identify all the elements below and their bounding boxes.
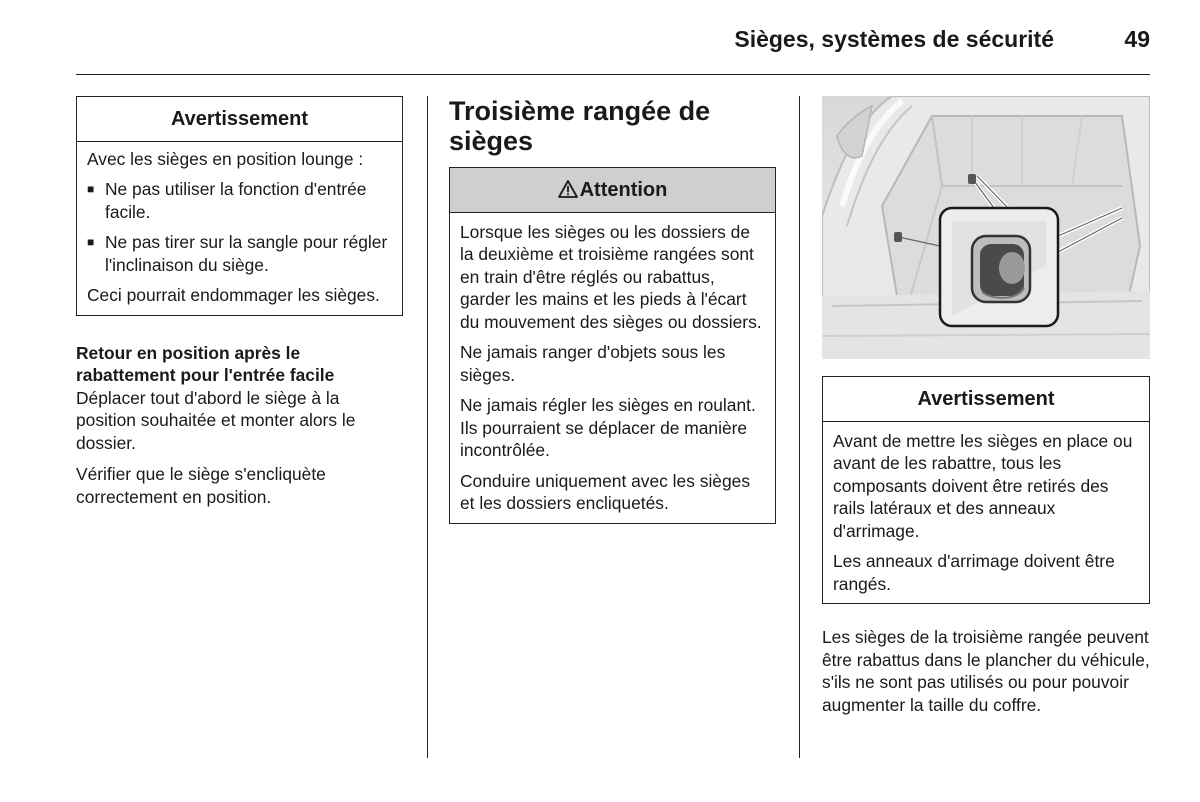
warning-box-left bbox=[76, 96, 403, 316]
attention-box bbox=[449, 167, 776, 524]
cargo-area-illustration bbox=[822, 96, 1150, 359]
warning-box-title: Avertissement bbox=[823, 377, 1149, 422]
warning-box-body bbox=[823, 422, 1149, 604]
paragraph: Vérifier que le siège s'encliquète correctement en position. bbox=[76, 464, 326, 507]
paragraph: Déplacer tout d'abord le siège à la position souhaitée et monter alors le dossier. bbox=[76, 387, 356, 453]
paragraph: Ne jamais ranger d'objets sous les sièges. bbox=[460, 342, 726, 385]
bullet-square-icon: ■ bbox=[87, 182, 95, 196]
page-header-title: Sièges, systèmes de sécurité bbox=[734, 26, 1054, 52]
attention-box-body bbox=[450, 213, 775, 523]
column-divider-right bbox=[799, 96, 800, 758]
paragraph: Conduire uniquement avec les sièges et les dossiers encliquetés. bbox=[460, 470, 751, 513]
list-item-text: Ne pas utiliser la fonction d'entrée facile. bbox=[105, 179, 367, 222]
warning-box-right bbox=[822, 376, 1150, 604]
middle-column bbox=[449, 96, 776, 524]
warning-closing: Ceci pourrait endommager les sièges. bbox=[87, 285, 380, 305]
paragraph: Avant de mettre les sièges en place ou avant de les rabattre, tous les composants doivent être retirés des rails latéraux et des anneaux d'arrimage. bbox=[833, 430, 1133, 541]
subheading: Retour en position après le rabattement pour l'entrée facile bbox=[76, 342, 335, 385]
cargo-area-drawing bbox=[822, 96, 1150, 359]
paragraph: Les sièges de la troisième rangée peuvent être rabattus dans le plancher du véhicule, s'ils ne sont pas utilisés ou pour pouvoir augmenter la taille du coffre. bbox=[822, 627, 1150, 715]
left-column bbox=[76, 96, 403, 517]
attention-box-header bbox=[450, 168, 775, 213]
paragraph: Les anneaux d'arrimage doivent être rangés. bbox=[833, 551, 1115, 594]
paragraph: Ne jamais régler les sièges en roulant. Ils pourraient se déplacer de manière incontrôlée. bbox=[460, 395, 756, 460]
warning-triangle-icon bbox=[558, 179, 578, 202]
bullet-square-icon: ■ bbox=[87, 235, 95, 249]
attention-box-title: Attention bbox=[579, 179, 668, 201]
warning-box-title: Avertissement bbox=[77, 97, 402, 142]
section-title: Troisième rangée de sièges bbox=[449, 96, 711, 156]
list-item-text: Ne pas tirer sur la sangle pour régler l'inclinaison du siège. bbox=[105, 232, 388, 275]
page-number: 49 bbox=[1124, 26, 1150, 52]
right-column bbox=[822, 376, 1150, 725]
warning-intro: Avec les sièges en position lounge : bbox=[87, 148, 364, 169]
list-item bbox=[87, 231, 392, 276]
column-divider-left bbox=[427, 96, 428, 758]
page-header bbox=[76, 26, 1150, 56]
header-rule bbox=[76, 74, 1150, 75]
list-item bbox=[87, 178, 392, 223]
warning-box-body bbox=[77, 142, 402, 315]
paragraph: Lorsque les sièges ou les dossiers de la deuxième et troisième rangées sont en train d'être réglés ou rabattus, garder les mains et les pieds à l'écart du mouvement des sièges ou dossiers. bbox=[460, 221, 762, 332]
